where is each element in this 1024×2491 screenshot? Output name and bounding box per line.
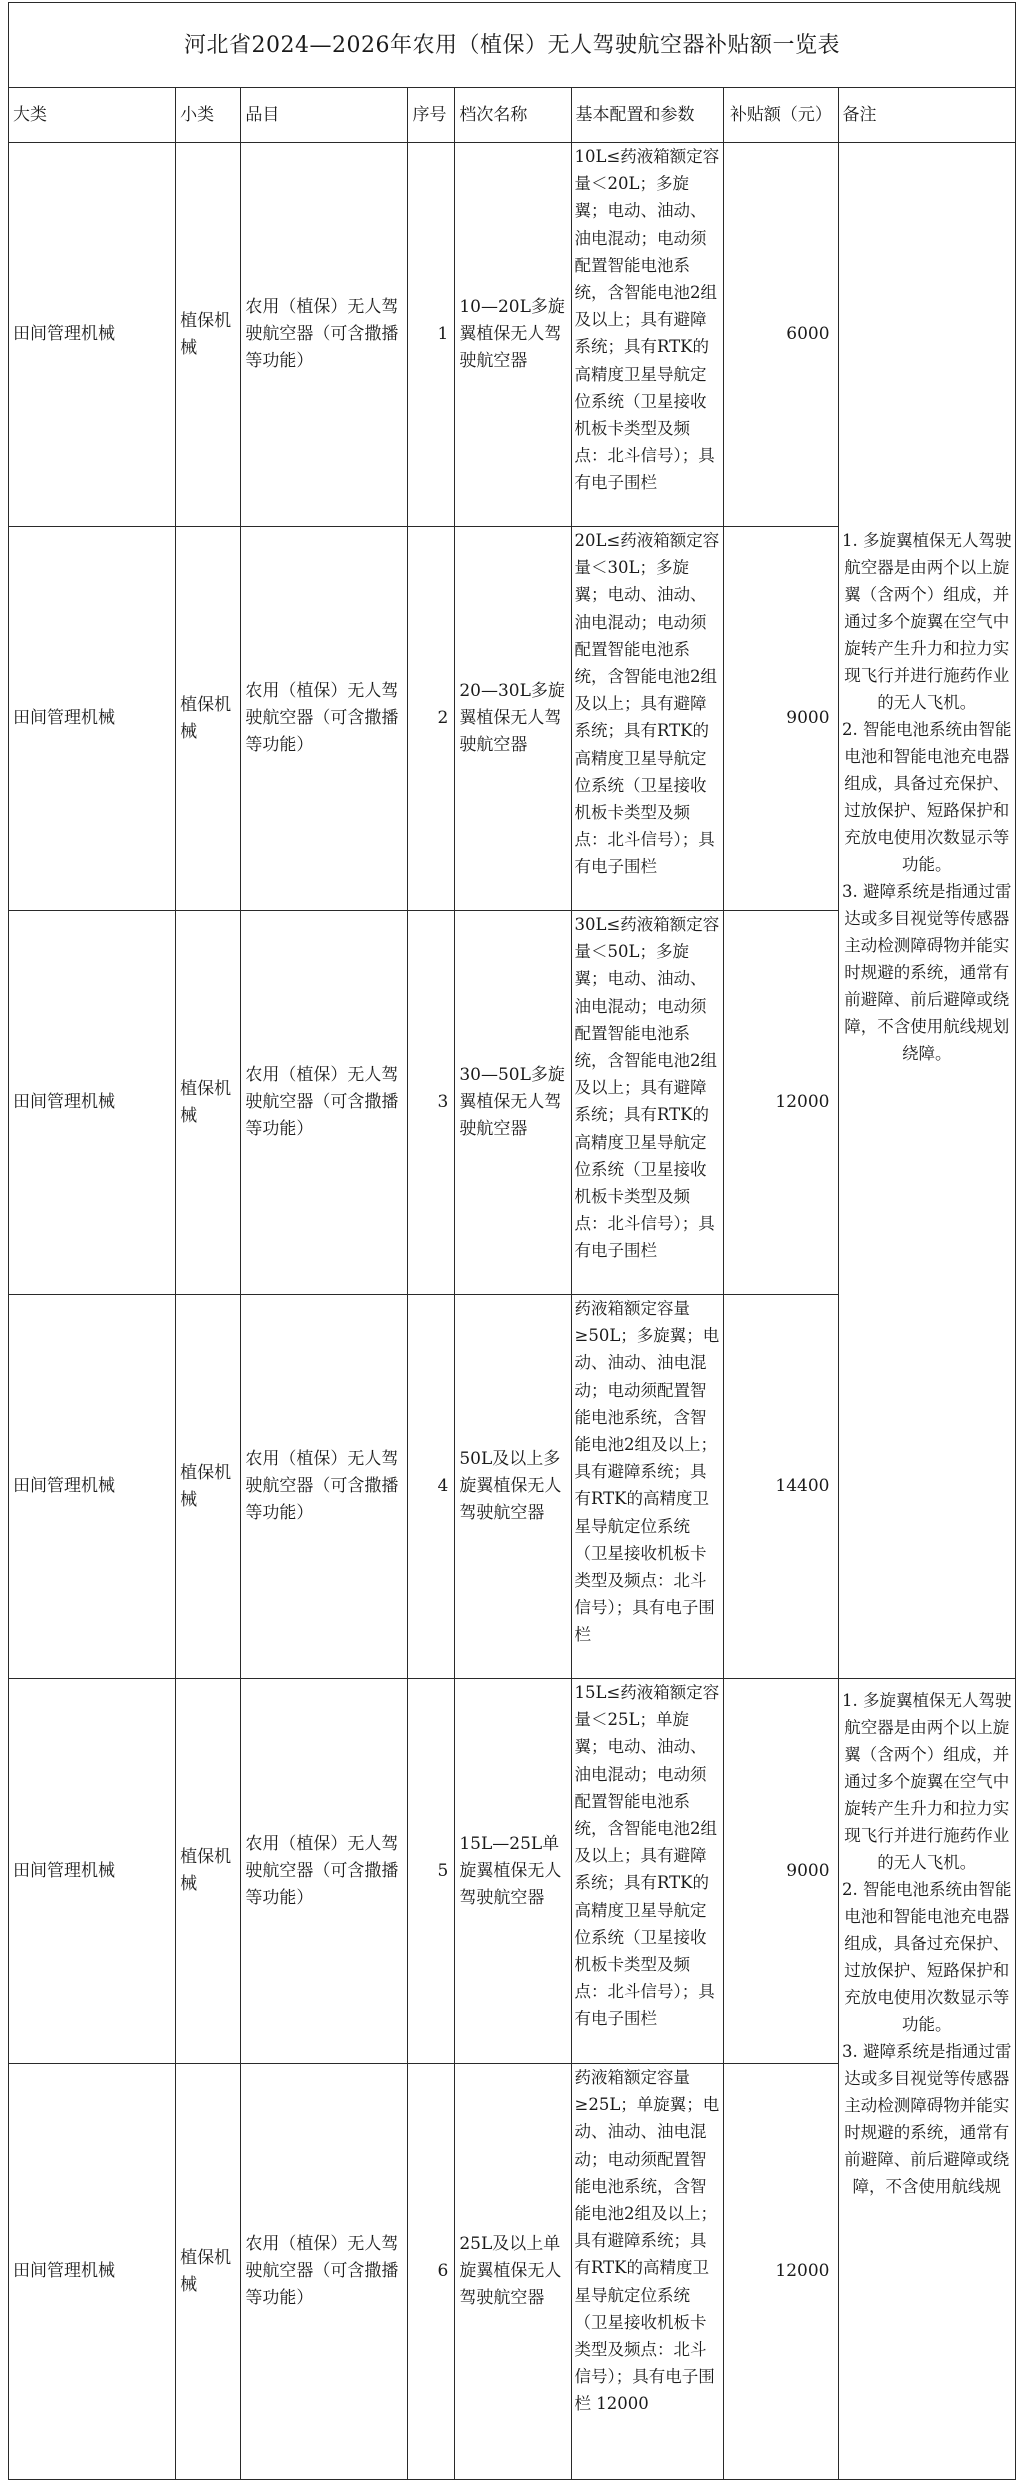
cell-amount: 9000: [724, 527, 838, 911]
cell-category: 田间管理机械: [9, 2064, 176, 2480]
cell-spec: 10L≤药液箱额定容量＜20L；多旋翼；电动、油动、油电混动；电动须配置智能电池系统，含智能电池2组及以上；具有避障系统；具有RTK的高精度卫星导航定位系统（卫星接收机板卡类型及频点：北斗信号）；具有电子围栏: [571, 143, 724, 527]
cell-item: 农用（植保）无人驾驶航空器（可含撒播等功能）: [241, 1679, 408, 2064]
cell-subcategory: 植保机械: [176, 2064, 241, 2480]
cell-category: 田间管理机械: [9, 911, 176, 1295]
cell-amount: 12000: [724, 2064, 838, 2480]
header-row: [9, 88, 1016, 143]
header-no: 序号: [408, 88, 455, 143]
cell-subcategory: 植保机械: [176, 1679, 241, 2064]
cell-note-singlerotor: 1. 多旋翼植保无人驾驶航空器是由两个以上旋翼（含两个）组成，并通过多个旋翼在空气中旋转产生升力和拉力实现飞行并进行施药作业的无人飞机。 2. 智能电池系统由智能电池和智能电池充电器组成，具备过充保护、过放保护、短路保护和充放电使用次数显示等功能。 3. 避障系统是指通过雷达或多目视觉等传感器主动检测障碍物并能实时规避的系统，通常有前避障、前后避障或绕障，不含使用航线规: [838, 1679, 1015, 2480]
cell-spec: 药液箱额定容量≥50L；多旋翼；电动、油动、油电混动；电动须配置智能电池系统，含智能电池2组及以上；具有避障系统；具有RTK的高精度卫星导航定位系统（卫星接收机板卡类型及频点：北斗信号）；具有电子围栏: [571, 1295, 724, 1679]
header-category: 大类: [9, 88, 176, 143]
cell-no: 3: [408, 911, 455, 1295]
cell-item: 农用（植保）无人驾驶航空器（可含撒播等功能）: [241, 1295, 408, 1679]
cell-category: 田间管理机械: [9, 1295, 176, 1679]
header-note: 备注: [838, 88, 1015, 143]
cell-spec: 15L≤药液箱额定容量＜25L；单旋翼；电动、油动、油电混动；电动须配置智能电池系统，含智能电池2组及以上；具有避障系统；具有RTK的高精度卫星导航定位系统（卫星接收机板卡类型及频点：北斗信号）；具有电子围栏: [571, 1679, 724, 2064]
cell-tier: 25L及以上单旋翼植保无人驾驶航空器: [455, 2064, 571, 2480]
cell-subcategory: 植保机械: [176, 143, 241, 527]
cell-category: 田间管理机械: [9, 1679, 176, 2064]
cell-amount: 12000: [724, 911, 838, 1295]
cell-item: 农用（植保）无人驾驶航空器（可含撒播等功能）: [241, 527, 408, 911]
cell-tier: 10—20L多旋翼植保无人驾驶航空器: [455, 143, 571, 527]
cell-subcategory: 植保机械: [176, 527, 241, 911]
cell-category: 田间管理机械: [9, 143, 176, 527]
header-amount: 补贴额（元）: [724, 88, 838, 143]
header-tier: 档次名称: [455, 88, 571, 143]
table-row: [9, 143, 1016, 527]
cell-tier: 20—30L多旋翼植保无人驾驶航空器: [455, 527, 571, 911]
cell-subcategory: 植保机械: [176, 1295, 241, 1679]
cell-item: 农用（植保）无人驾驶航空器（可含撒播等功能）: [241, 2064, 408, 2480]
cell-spec: 药液箱额定容量≥25L；单旋翼；电动、油动、油电混动；电动须配置智能电池系统，含智能电池2组及以上；具有避障系统；具有RTK的高精度卫星导航定位系统（卫星接收机板卡类型及频点：北斗信号）；具有电子围栏 12000: [571, 2064, 724, 2480]
table-row: [9, 1679, 1016, 2064]
cell-note-multirotor: 1. 多旋翼植保无人驾驶航空器是由两个以上旋翼（含两个）组成，并通过多个旋翼在空气中旋转产生升力和拉力实现飞行并进行施药作业的无人飞机。 2. 智能电池系统由智能电池和智能电池充电器组成，具备过充保护、过放保护、短路保护和充放电使用次数显示等功能。 3. 避障系统是指通过雷达或多目视觉等传感器主动检测障碍物并能实时规避的系统，通常有前避障、前后避障或绕障，不含使用航线规划绕障。: [838, 143, 1015, 1679]
header-subcategory: 小类: [176, 88, 241, 143]
cell-amount: 9000: [724, 1679, 838, 2064]
cell-item: 农用（植保）无人驾驶航空器（可含撒播等功能）: [241, 911, 408, 1295]
header-item: 品目: [241, 88, 408, 143]
cell-subcategory: 植保机械: [176, 911, 241, 1295]
cell-no: 4: [408, 1295, 455, 1679]
cell-tier: 50L及以上多旋翼植保无人驾驶航空器: [455, 1295, 571, 1679]
cell-tier: 30—50L多旋翼植保无人驾驶航空器: [455, 911, 571, 1295]
cell-no: 6: [408, 2064, 455, 2480]
cell-no: 2: [408, 527, 455, 911]
cell-category: 田间管理机械: [9, 527, 176, 911]
cell-spec: 20L≤药液箱额定容量＜30L；多旋翼；电动、油动、油电混动；电动须配置智能电池系统，含智能电池2组及以上；具有避障系统；具有RTK的高精度卫星导航定位系统（卫星接收机板卡类型及频点：北斗信号）；具有电子围栏: [571, 527, 724, 911]
cell-item: 农用（植保）无人驾驶航空器（可含撒播等功能）: [241, 143, 408, 527]
cell-no: 5: [408, 1679, 455, 2064]
cell-spec: 30L≤药液箱额定容量＜50L；多旋翼；电动、油动、油电混动；电动须配置智能电池系统，含智能电池2组及以上；具有避障系统；具有RTK的高精度卫星导航定位系统（卫星接收机板卡类型及频点：北斗信号）；具有电子围栏: [571, 911, 724, 1295]
cell-amount: 6000: [724, 143, 838, 527]
cell-tier: 15L—25L单旋翼植保无人驾驶航空器: [455, 1679, 571, 2064]
header-spec: 基本配置和参数: [571, 88, 724, 143]
table-title: 河北省2024—2026年农用（植保）无人驾驶航空器补贴额一览表: [9, 3, 1016, 88]
subsidy-table: [8, 2, 1016, 2480]
cell-amount: 14400: [724, 1295, 838, 1679]
cell-no: 1: [408, 143, 455, 527]
